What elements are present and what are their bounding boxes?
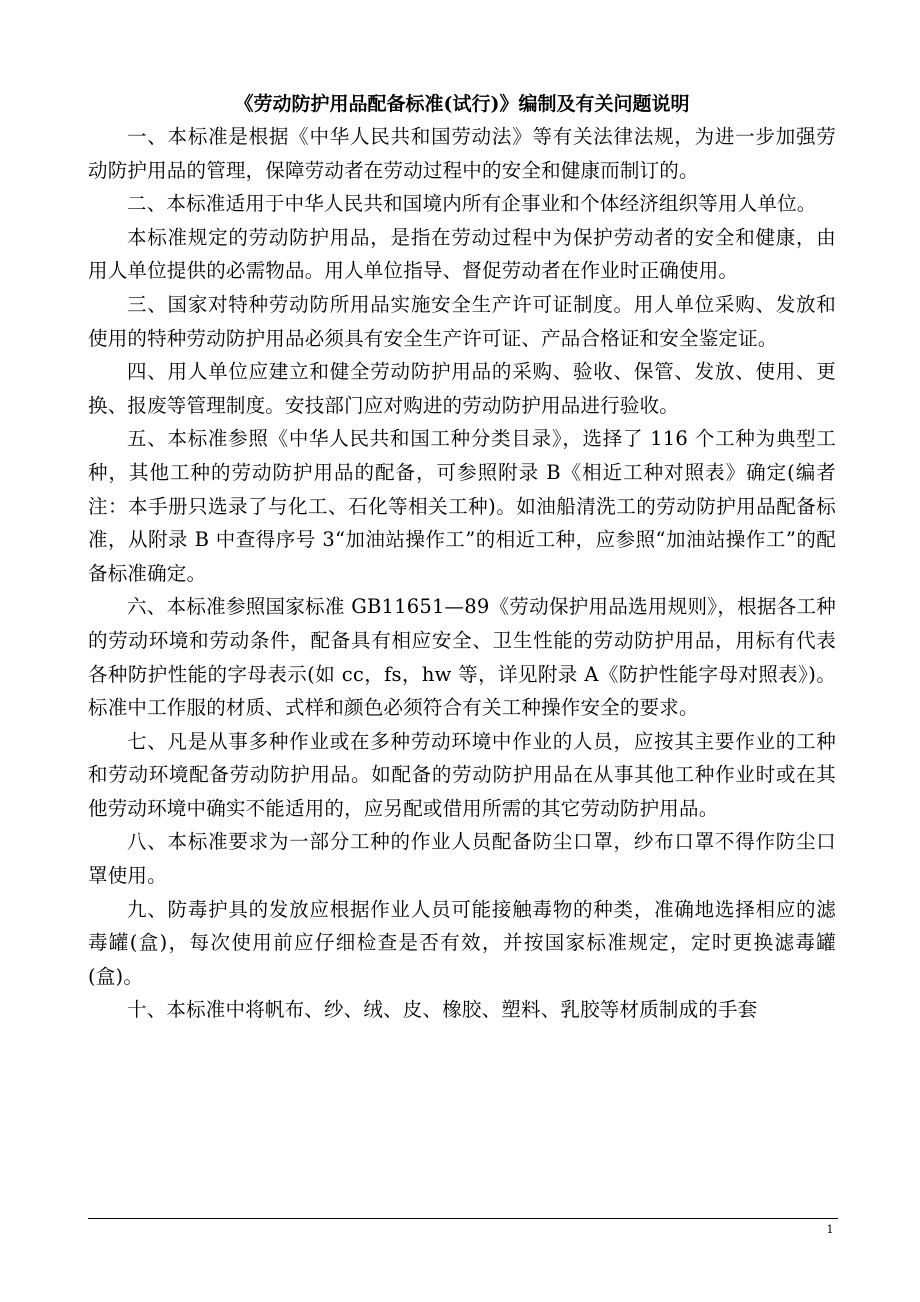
paragraph-10: 九、防毒护具的发放应根据作业人员可能接触毒物的种类，准确地选择相应的滤毒罐(盒)，每次使用前应仔细检查是否有效，并按国家标准规定，定时更换滤毒罐(盒)。 (88, 897, 836, 988)
paragraph-5: 四、用人单位应建立和健全劳动防护用品的采购、验收、保管、发放、使用、更换、报废等管理制度。安技部门应对购进的劳动防护用品进行验收。 (88, 360, 836, 417)
document-body (88, 120, 836, 1027)
paragraph-9: 八、本标准要求为一部分工种的作业人员配备防尘口罩，纱布口罩不得作防尘口罩使用。 (88, 830, 836, 888)
paragraph-11: 十、本标准中将帆布、纱、绒、皮、橡胶、塑料、乳胶等材质制成的手套 (127, 998, 758, 1022)
paragraph-2: 二、本标准适用于中华人民共和国境内所有企事业和个体经济组织等用人单位。 (127, 192, 817, 216)
paragraph-7: 六、本标准参照国家标准 GB11651—89《劳动保护用品选用规则》，根据各工种的劳动环境和劳动条件，配备具有相应安全、卫生性能的劳动防护用品，用标有代表各种防护性能的字母表示(如 cc，fs，hw 等，详见附录 A《防护性能字母对照表》)。标准中工作服的材质、式样和颜色必须符合有关工种操作安全的要求。 (88, 595, 836, 720)
paragraph-6: 五、本标准参照《中华人民共和国工种分类目录》，选择了 116 个工种为典型工种，其他工种的劳动防护用品的配备，可参照附录 B《相近工种对照表》确定(编者注：本手册只选录了与化工、石化等相关工种)。如油船清洗工的劳动防护用品配备标准，从附录 B 中查得序号 3“加油站操作工”的相近工种，应参照“加油站操作工”的配备标准确定。 (88, 427, 836, 585)
paragraph-4: 三、国家对特种劳动防所用品实施安全生产许可证制度。用人单位采购、发放和使用的特种劳动防护用品必须具有安全生产许可证、产品合格证和安全鉴定证。 (88, 292, 836, 350)
paragraph-1: 一、本标准是根据《中华人民共和国劳动法》等有关法律法规，为进一步加强劳动防护用品的管理，保障劳动者在劳动过程中的安全和健康而制订的。 (88, 125, 836, 182)
footer-divider (88, 1218, 838, 1219)
document-title: 《劳动防护用品配备标准(试行)》编制及有关问题说明 (234, 93, 690, 115)
page-number: 1 (826, 1223, 834, 1236)
paragraph-8: 七、凡是从事多种作业或在多种劳动环境中作业的人员，应按其主要作业的工种和劳动环境配备劳动防护用品。如配备的劳动防护用品在从事其他工种作业时或在其他劳动环境中确实不能适用的，应另配或借用所需的其它劳动防护用品。 (88, 729, 836, 820)
paragraph-3: 本标准规定的劳动防护用品，是指在劳动过程中为保护劳动者的安全和健康，由用人单位提供的必需物品。用人单位指导、督促劳动者在作业时正确使用。 (88, 225, 836, 283)
